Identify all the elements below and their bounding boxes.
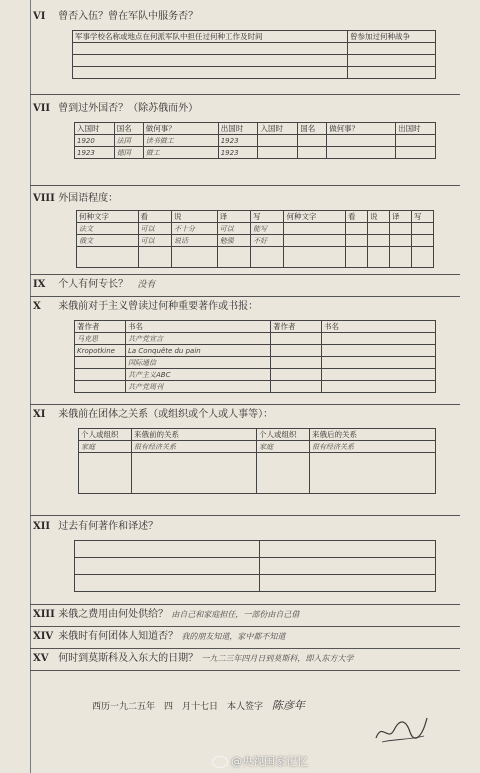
- travel-table: [74, 122, 436, 159]
- section-vii: [33, 102, 198, 116]
- language-cell: 能写: [251, 223, 284, 235]
- section-answer: 我的朋友知道，家中都不知道: [181, 632, 286, 641]
- section-question: 外国语程度：: [58, 193, 119, 204]
- travel-header: 做何事？: [327, 123, 396, 135]
- section-xii: [33, 520, 158, 534]
- language-header: 译: [217, 211, 250, 223]
- section-rule: [30, 648, 460, 649]
- language-header: 写: [411, 211, 433, 223]
- books-cell: 共产党宣言: [126, 333, 271, 345]
- watermark-text: @央视国家记忆: [231, 755, 308, 768]
- weibo-icon: [212, 756, 228, 768]
- language-cell: 不好: [251, 235, 284, 247]
- travel-header: 国名: [114, 123, 143, 135]
- language-header: 译: [389, 211, 411, 223]
- military-header-war: 曾参加过何种战争: [348, 31, 436, 43]
- section-rule: [30, 404, 460, 405]
- language-cell: 不十分: [171, 223, 217, 235]
- travel-cell: 做工: [143, 147, 218, 159]
- section-number: IX: [33, 279, 46, 290]
- section-number: XV: [33, 653, 49, 664]
- section-number: VI: [33, 11, 46, 22]
- section-number: XI: [33, 409, 46, 420]
- section-xi: [33, 408, 273, 422]
- books-cell: 共产党周刊: [126, 381, 271, 393]
- travel-header: 做何事？: [143, 123, 218, 135]
- books-header: 书名: [322, 321, 436, 333]
- writings-table: [74, 540, 436, 592]
- section-question: 何时到莫斯科及入东大的日期？: [58, 653, 199, 664]
- travel-header: 国名: [298, 123, 327, 135]
- section-question: 来俄前对于主义曾读过何种重要著作或书报：: [58, 301, 259, 312]
- language-cell: 可以: [138, 223, 171, 235]
- language-header: 说: [368, 211, 390, 223]
- books-header: 著作者: [75, 321, 126, 333]
- books-header: 书名: [126, 321, 271, 333]
- language-cell: 可以: [217, 223, 250, 235]
- signature-date: 西历一九二五年 四 月十七日 本人签字: [92, 702, 264, 712]
- section-vi: [33, 10, 198, 24]
- language-header: 何种文字: [77, 211, 139, 223]
- relations-cell: 很有经济关系: [132, 441, 257, 453]
- section-ix: [33, 278, 155, 292]
- books-cell: [75, 357, 126, 369]
- books-cell: La Conquête du pain: [126, 345, 271, 357]
- books-cell: 国际通信: [126, 357, 271, 369]
- section-rule: [30, 604, 460, 605]
- language-header: 写: [251, 211, 284, 223]
- language-cell: 说话: [171, 235, 217, 247]
- section-x: [33, 300, 258, 314]
- section-question: 来俄前在团体之关系（或组织或个人或人事等）：: [58, 409, 274, 420]
- travel-cell: 德国: [114, 147, 143, 159]
- books-cell: 共产主义ABC: [126, 369, 271, 381]
- section-xiii: [33, 608, 299, 622]
- language-cell: 可以: [138, 235, 171, 247]
- books-cell: 马克思: [75, 333, 126, 345]
- language-table: [76, 210, 434, 268]
- section-number: X: [33, 301, 41, 312]
- relations-header: 个人或组织: [79, 429, 132, 441]
- books-header: 著作者: [271, 321, 322, 333]
- relations-cell: 很有经济关系: [310, 441, 436, 453]
- travel-header: 出国时: [218, 123, 258, 135]
- section-rule: [30, 515, 460, 516]
- travel-header: 入国时: [75, 123, 115, 135]
- section-answer: 没有: [137, 280, 156, 290]
- section-rule: [30, 274, 460, 275]
- language-header: 何种文字: [284, 211, 346, 223]
- language-header: 看: [138, 211, 171, 223]
- relations-header: 来俄前的关系: [132, 429, 257, 441]
- signature-name: 陈彦年: [271, 699, 305, 712]
- language-cell: 法文: [77, 223, 139, 235]
- section-number: XIII: [33, 609, 55, 620]
- military-header-service: 军事学校名称或地点在何派军队中担任过何种工作及时间: [73, 31, 348, 43]
- relations-cell: 家庭: [257, 441, 310, 453]
- language-cell: 俄文: [77, 235, 139, 247]
- books-cell: [75, 381, 126, 393]
- travel-cell: 1923: [75, 147, 115, 159]
- section-rule: [30, 626, 460, 627]
- books-cell: Kropotkine: [75, 345, 126, 357]
- section-rule: [30, 185, 460, 186]
- section-rule: [30, 94, 460, 95]
- watermark: [212, 753, 308, 769]
- signature-line: [92, 697, 305, 713]
- section-question: 个人有何专长？: [58, 279, 129, 290]
- travel-header: 入国时: [258, 123, 298, 135]
- military-table: [72, 30, 436, 79]
- travel-cell: 法国: [114, 135, 143, 147]
- section-number: VIII: [33, 193, 55, 204]
- section-number: VII: [33, 103, 51, 114]
- section-xiv: [33, 630, 285, 644]
- section-question: 曾否入伍？曾在军队中服务否？: [58, 11, 199, 22]
- handwritten-signature: [372, 712, 430, 746]
- language-header: 说: [171, 211, 217, 223]
- section-viii: [33, 192, 118, 206]
- section-answer: 一九二三年四月日到莫斯科，即入东方大学: [201, 654, 354, 663]
- section-number: XIV: [33, 631, 54, 642]
- travel-cell: 读书做工: [143, 135, 218, 147]
- section-xv: [33, 652, 353, 666]
- language-header: 看: [346, 211, 368, 223]
- section-question: 来俄之费用由何处供给？: [58, 609, 169, 620]
- travel-cell: 1923: [218, 147, 258, 159]
- language-cell: 勉强: [217, 235, 250, 247]
- margin-line: [30, 0, 31, 773]
- travel-header: 出国时: [396, 123, 436, 135]
- section-answer: 由自己和家庭担任，一部份由自己借: [171, 610, 300, 619]
- section-question: 过去有何著作和译述？: [58, 521, 159, 532]
- section-rule: [30, 296, 460, 297]
- books-table: [74, 320, 436, 393]
- section-question: 曾到过外国否？（除苏俄而外）: [58, 103, 199, 114]
- section-number: XII: [33, 521, 51, 532]
- section-question: 来俄时有何团体人知道否？: [58, 631, 179, 642]
- section-rule: [30, 670, 460, 671]
- relations-header: 个人或组织: [257, 429, 310, 441]
- relations-table: [78, 428, 436, 494]
- books-cell: [75, 369, 126, 381]
- relations-header: 来俄后的关系: [310, 429, 436, 441]
- travel-cell: 1920: [75, 135, 115, 147]
- travel-cell: 1923: [218, 135, 258, 147]
- relations-cell: 家庭: [79, 441, 132, 453]
